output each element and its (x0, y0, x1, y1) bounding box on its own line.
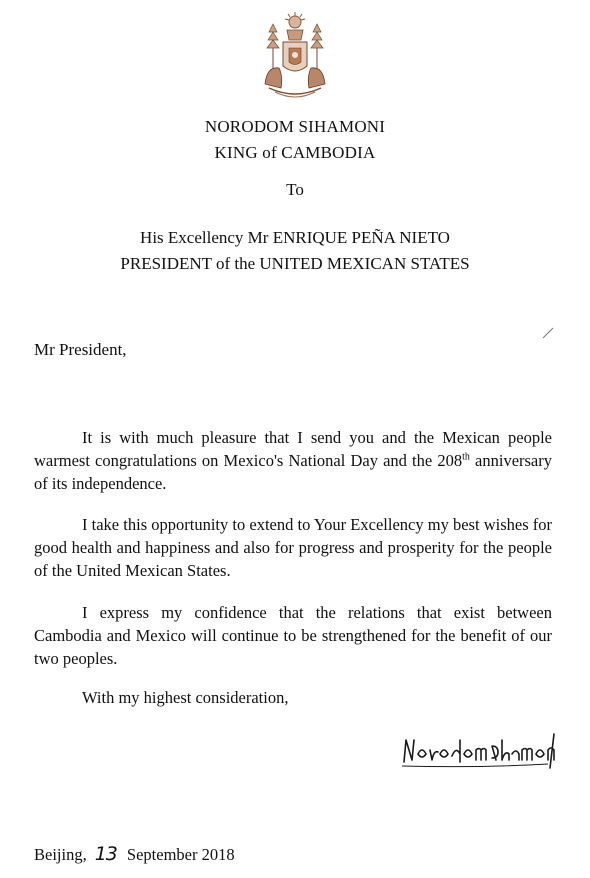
recipient-block (0, 225, 590, 277)
sender-name: NORODOM SIHAMONI (204, 117, 386, 136)
ordinal-suffix: th (462, 451, 470, 463)
date-city: Beijing, (34, 845, 87, 864)
date-line (34, 843, 235, 865)
date-month-year: September 2018 (126, 845, 235, 864)
p1-text: It is with much pleasure that I send you and the Mexican people warmest congratulations on Mexico's National Day and the 208 (34, 428, 552, 470)
sender-title: KING of CAMBODIA (214, 143, 376, 162)
date-day-handwritten: 13 (94, 843, 117, 865)
recipient-title: PRESIDENT of the UNITED MEXICAN STATES (120, 254, 470, 273)
closing-line: With my highest consideration, (82, 688, 289, 707)
p1-text-end: anniversary of its independence. (34, 451, 552, 493)
pen-mark-icon (541, 326, 555, 340)
body-paragraph-1 (34, 426, 552, 495)
body-paragraph-3: I express my confidence that the relations that exist between Cambodia and Mexico will continue to be strengthened for the benefit of our two peoples. (34, 603, 552, 668)
sender-block (0, 114, 590, 166)
handwritten-signature (398, 728, 558, 772)
body-paragraph-2: I take this opportunity to extend to Your Excellency my best wishes for good health and happiness and also for progress and prosperity for the people of the United Mexican States. (34, 515, 552, 580)
royal-coat-of-arms-emblem (255, 10, 335, 102)
to-label: To (286, 180, 304, 199)
recipient-name: His Excellency Mr ENRIQUE PEÑA NIETO (140, 228, 450, 247)
salutation: Mr President, (34, 340, 127, 359)
